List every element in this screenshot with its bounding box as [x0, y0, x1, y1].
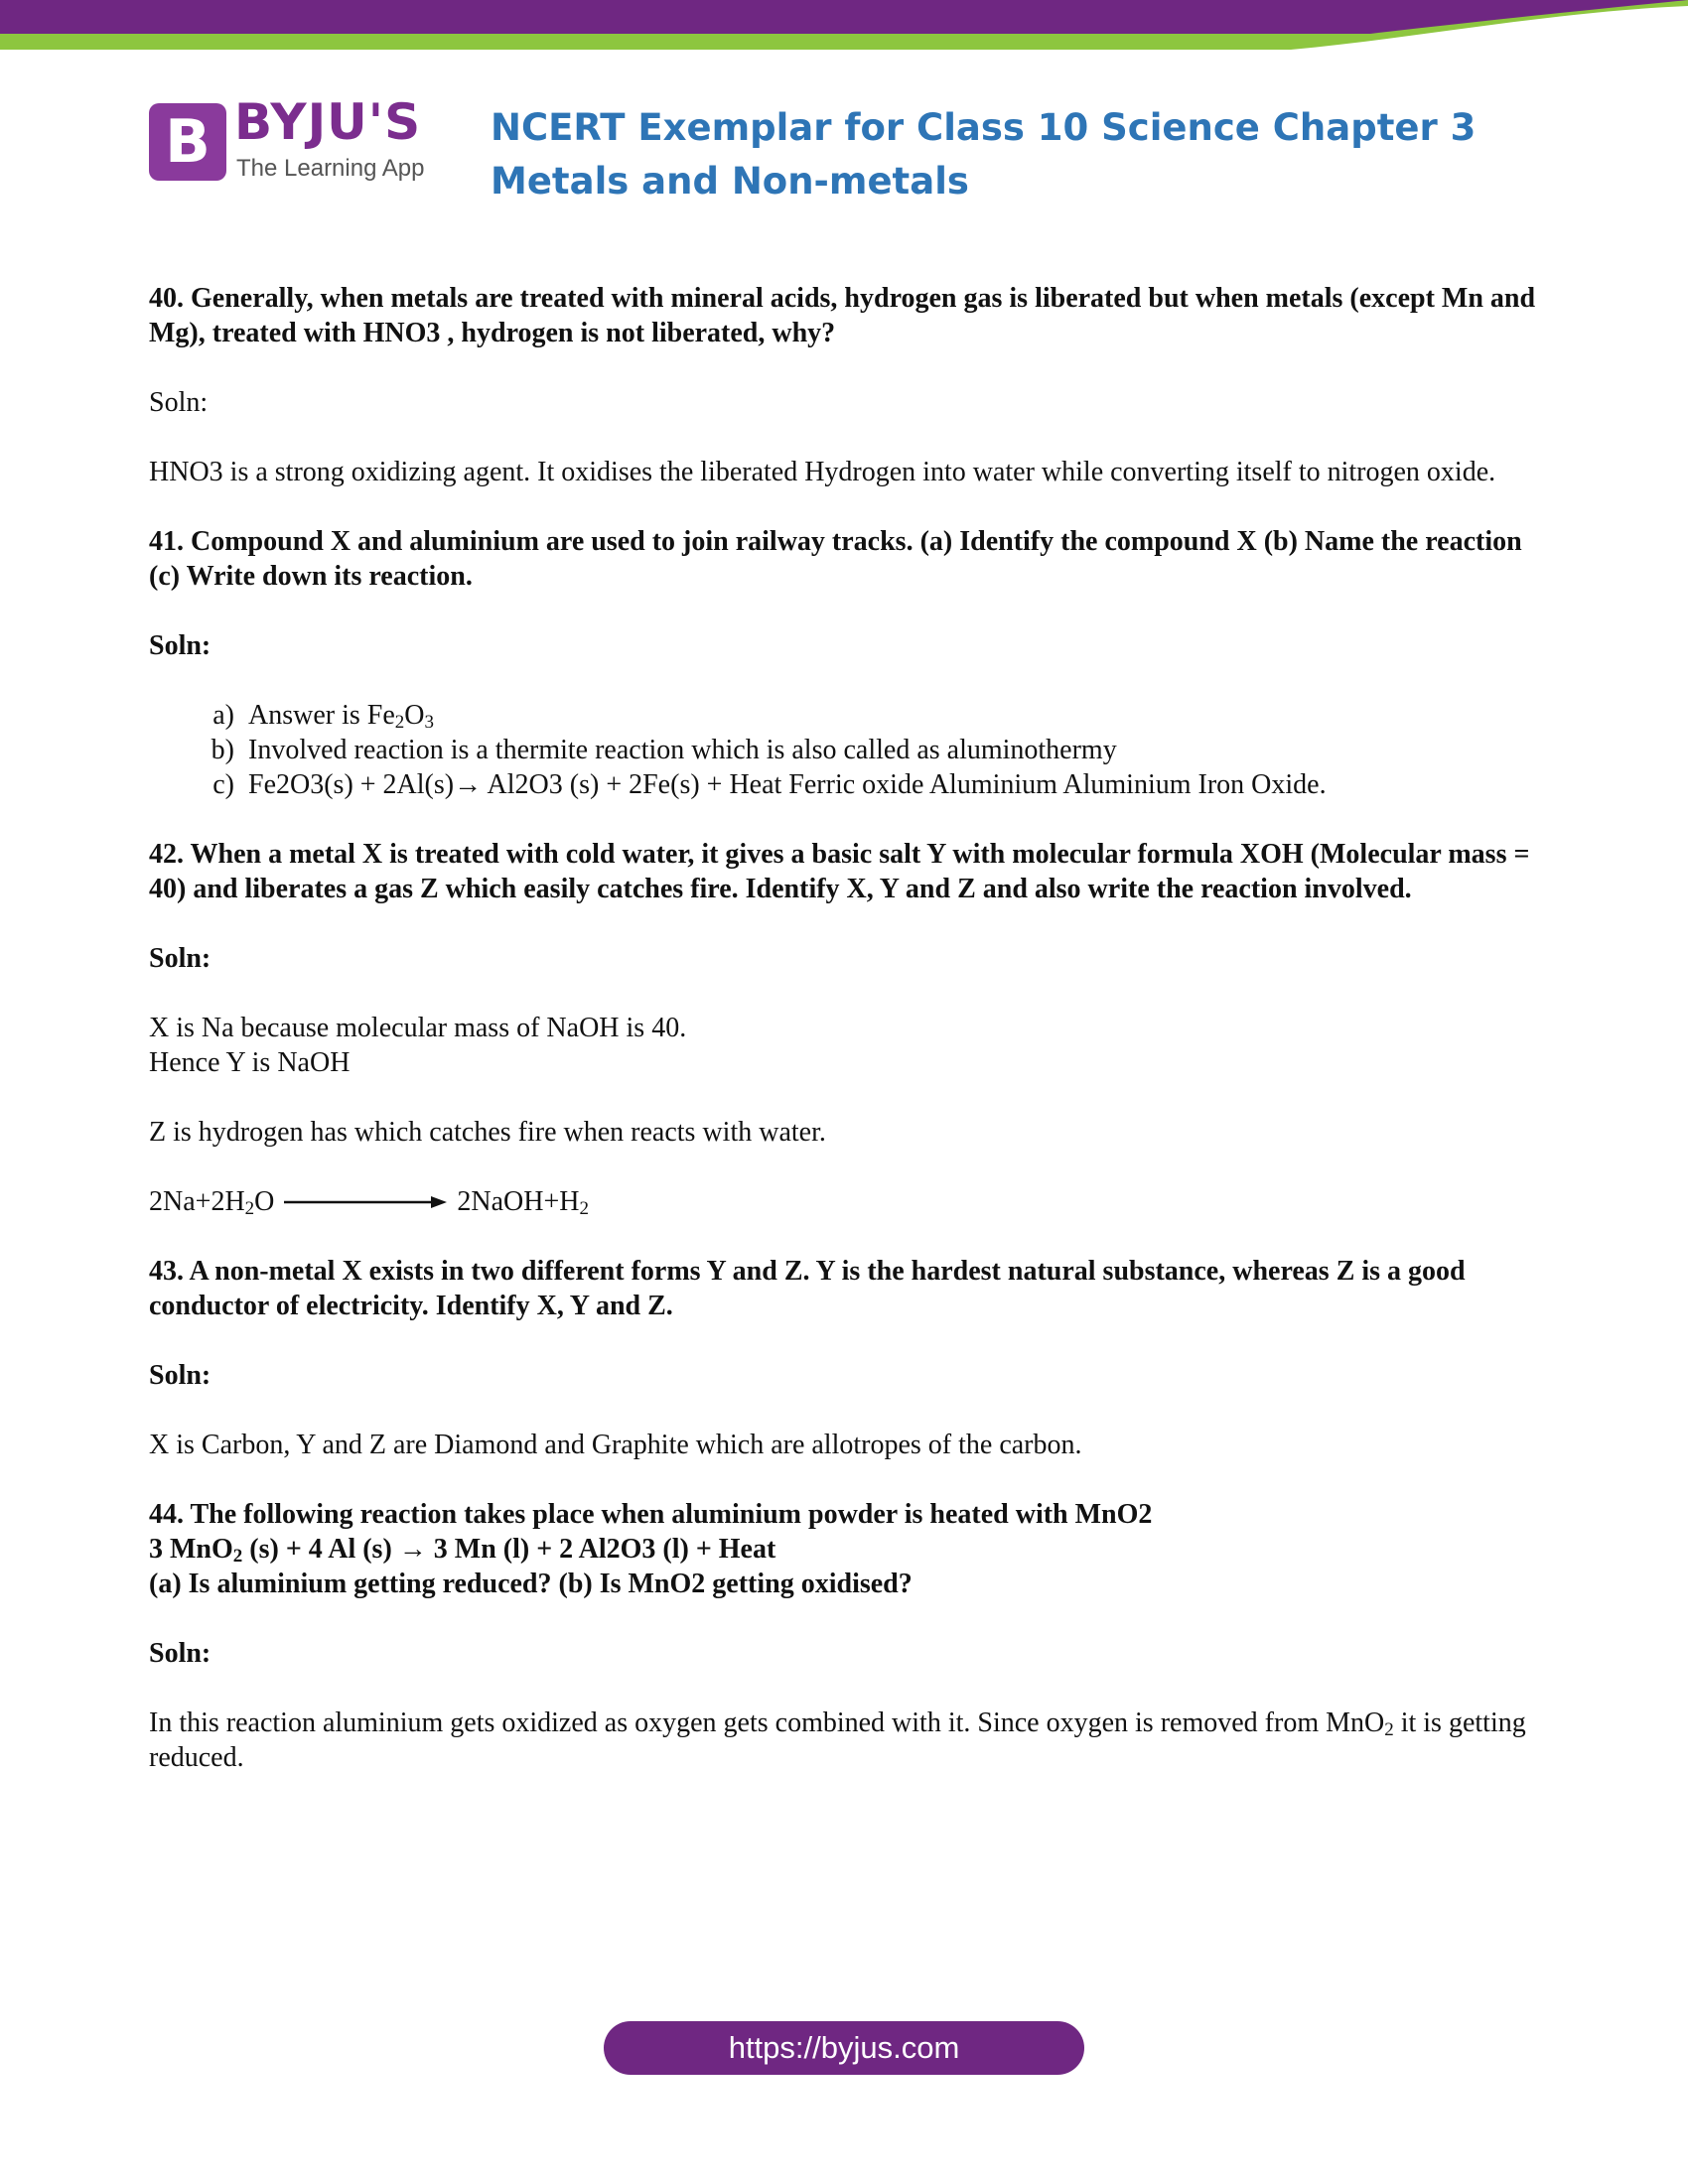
question-43: 43. A non-metal X exists in two different forms Y and Z. Y is the hardest natural substance, whereas Z is a good conductor of electricity. Identify X, Y and Z. [149, 1256, 1466, 1321]
answer-43: X is Carbon, Y and Z are Diamond and Graphite which are allotropes of the carbon. [149, 1430, 1082, 1460]
solution-label-40: Soln: [149, 387, 209, 418]
answer-40: HNO3 is a strong oxidizing agent. It oxidises the liberated Hydrogen into water while converting itself to nitrogen oxide. [149, 457, 1496, 487]
logo-mark: B [149, 103, 226, 181]
logo-name: BYJU'S [234, 93, 422, 151]
solution-label-44: Soln: [149, 1638, 211, 1669]
logo-tagline: The Learning App [236, 155, 425, 182]
answer-42-line-2: Hence Y is NaOH [149, 1047, 351, 1078]
document-title: NCERT Exemplar for Class 10 Science Chapter 3 Metals and Non-metals [491, 106, 1477, 203]
question-41: 41. Compound X and aluminium are used to join railway tracks. (a) Identify the compound X (b) Name the reaction (c) Write down its reaction. [149, 526, 1522, 592]
answer-item-c: c. Fe2O3(s) + 2Al(s)→ Al2O3 (s) + 2Fe(s) + Heat Ferric oxide Aluminium Aluminium Iron Oxide. [248, 767, 1539, 802]
byjus-logo [149, 93, 437, 189]
answer-list-41 [149, 698, 1539, 802]
question-44-line-3: (a) Is aluminium getting reduced? (b) Is MnO2 getting oxidised? [149, 1569, 913, 1599]
page-header [149, 95, 1559, 214]
top-decorative-bar [0, 0, 1688, 60]
answer-42-line-3: Z is hydrogen has which catches fire when reacts with water. [149, 1117, 826, 1148]
equation-reactants: $2Na+2H_2O$ [149, 1186, 275, 1219]
document-body [149, 281, 1539, 1775]
question-40: 40. Generally, when metals are treated with mineral acids, hydrogen gas is liberated but when metals (except Mn and Mg), treated with HNO3 , hydrogen is not liberated, why? [149, 283, 1536, 348]
answer-item-a: a. Answer is $Fe_2O_3$ [248, 698, 1539, 733]
reaction-arrow-icon [284, 1194, 447, 1210]
question-42: 42. When a metal X is treated with cold water, it gives a basic salt Y with molecular formula XOH (Molecular mass = 40) and liberates a gas Z which easily catches fire. Identify X, Y and Z and also write the reaction involved. [149, 839, 1530, 904]
answer-44: In this reaction aluminium gets oxidized as oxygen gets combined with it. Since oxygen is removed from MnO$_2$ it is getting reduced. [149, 1707, 1526, 1773]
equation-products: $2NaOH+H_2$ [457, 1186, 590, 1219]
question-44-line-1: 44. The following reaction takes place when aluminium powder is heated with MnO2 [149, 1499, 1153, 1530]
footer-url-link[interactable]: https://byjus.com [604, 2021, 1084, 2075]
solution-label-41: Soln: [149, 630, 211, 661]
reaction-equation-42 [149, 1184, 1539, 1219]
question-44-equation: 3 MnO$_2$ (s) + 4 Al (s) → 3 Mn (l) + 2 Al2O3 (l) + Heat [149, 1534, 776, 1567]
solution-label-42: Soln: [149, 943, 211, 974]
solution-label-43: Soln: [149, 1360, 211, 1391]
answer-item-b: b. Involved reaction is a thermite reaction which is also called as aluminothermy [248, 733, 1539, 767]
answer-42-line-1: X is Na because molecular mass of NaOH is 40. [149, 1013, 687, 1043]
